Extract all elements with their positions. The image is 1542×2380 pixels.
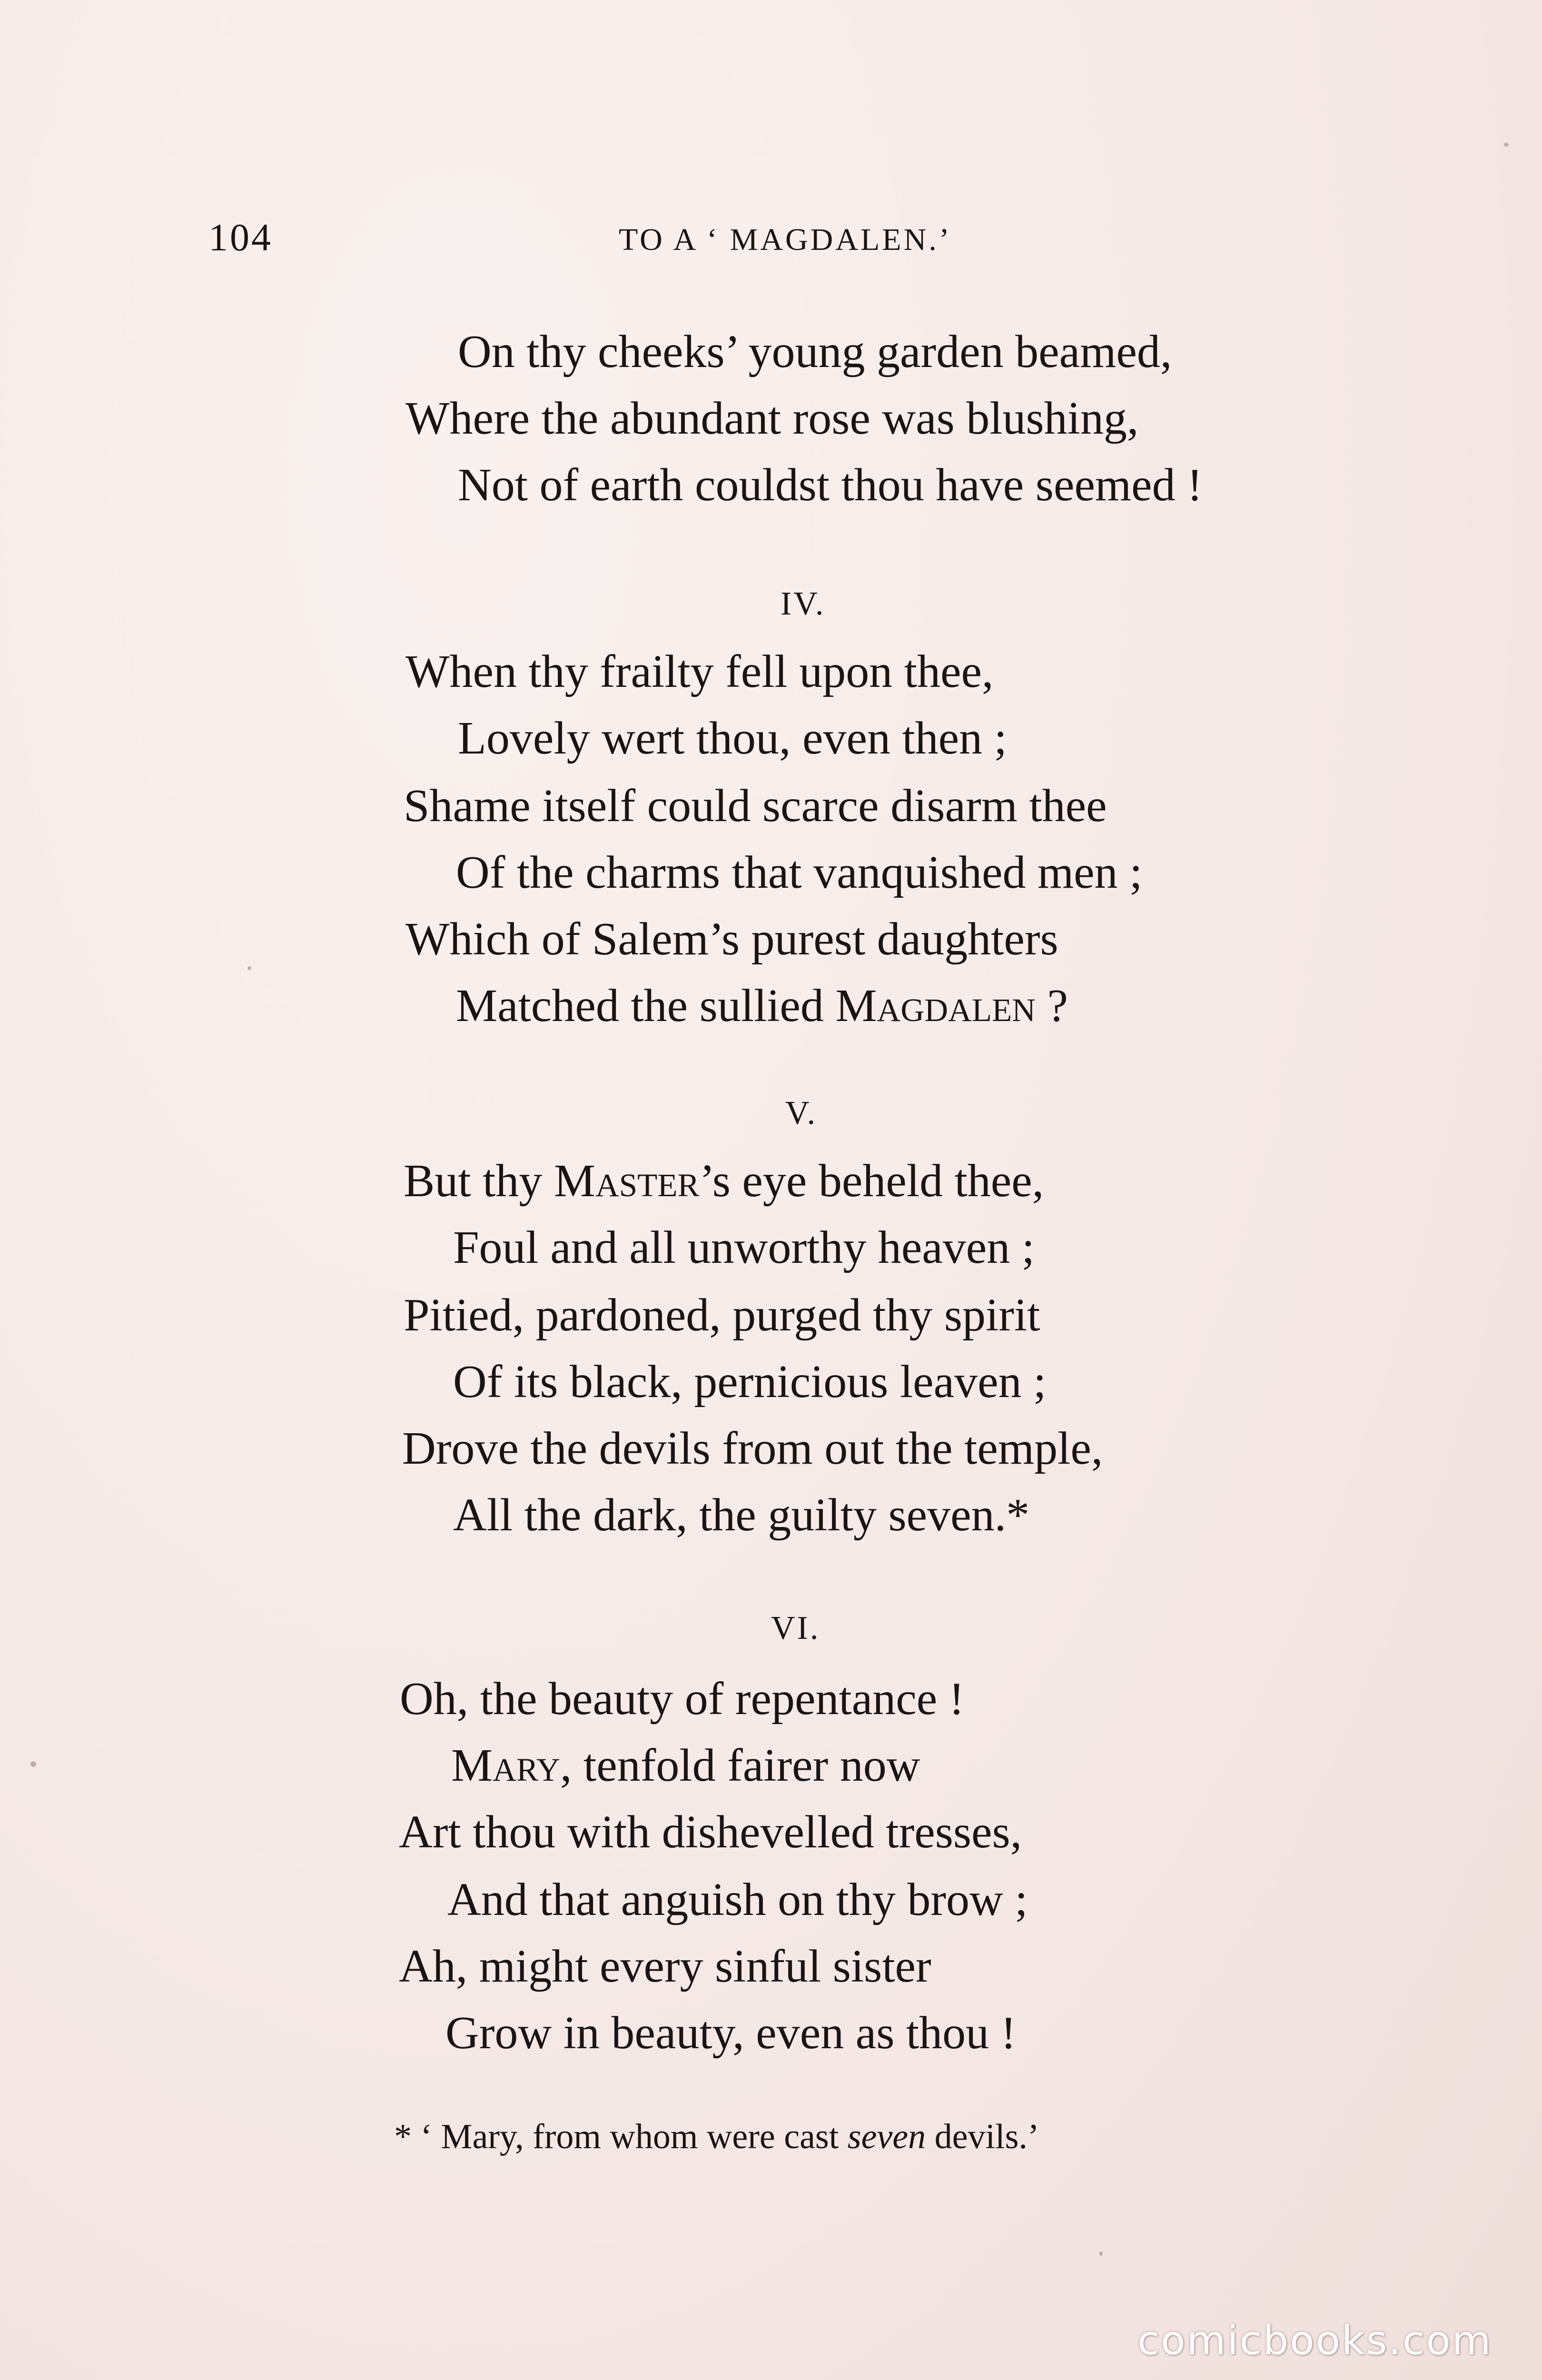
line-text: But thy	[404, 1155, 554, 1207]
name-master: Master	[554, 1155, 700, 1207]
line-text: , tenfold fairer now	[560, 1740, 920, 1791]
running-title: TO A ‘ MAGDALEN.’	[619, 222, 952, 257]
line-text: ?	[1036, 980, 1068, 1031]
line-text: ’s eye beheld thee,	[699, 1155, 1044, 1207]
poem-line: Shame itself could scarce disarm thee	[404, 780, 1107, 832]
page-number: 104	[208, 216, 273, 259]
poem-line: Pitied, pardoned, purged thy spirit	[404, 1289, 1040, 1341]
paper-speck	[247, 966, 251, 970]
poem-line: Oh, the beauty of repentance !	[400, 1673, 965, 1725]
poem-line: Drove the devils from out the temple,	[402, 1423, 1103, 1474]
poem-line	[404, 1155, 1044, 1207]
poem-line: Grow in beauty, even as thou !	[445, 2007, 1017, 2059]
poem-line: When thy frailty fell upon thee,	[405, 646, 994, 697]
footnote-text: devils.’	[926, 2117, 1039, 2156]
poem-line: Art thou with dishevelled tresses,	[399, 1806, 1022, 1858]
paper-speck	[30, 1761, 36, 1767]
poem-line: Foul and all unworthy heaven ;	[453, 1222, 1035, 1273]
stanza-number: V.	[785, 1095, 818, 1131]
poem-line: And that anguish on thy brow ;	[447, 1874, 1028, 1925]
footnote	[394, 2119, 1039, 2154]
poem-line: Not of earth couldst thou have seemed !	[458, 459, 1203, 511]
paper-speck	[1504, 143, 1509, 147]
footnote-text: * ‘ Mary, from whom were cast	[394, 2117, 848, 2156]
poem-line: Which of Salem’s purest daughters	[405, 913, 1058, 965]
name-mary: Mary	[451, 1740, 561, 1791]
poem-line	[451, 1742, 920, 1789]
poem-line: Lovely wert thou, even then ;	[458, 713, 1007, 764]
watermark: comicbooks.com	[1137, 2317, 1493, 2364]
stanza-number: VI.	[771, 1610, 820, 1646]
line-text: Matched the sullied	[456, 980, 836, 1031]
poem-line: Of its black, pernicious leaven ;	[453, 1356, 1047, 1408]
poem-line: Where the abundant rose was blushing,	[405, 393, 1139, 444]
poem-line	[456, 982, 1068, 1029]
poem-line: Ah, might every sinful sister	[399, 1941, 931, 1992]
name-magdalen: Magdalen	[835, 980, 1036, 1031]
paper-speck	[1099, 2251, 1103, 2256]
stanza-number: IV.	[781, 585, 826, 622]
poem-line: Of the charms that vanquished men ;	[456, 847, 1143, 898]
footnote-emphasis: seven	[847, 2117, 926, 2156]
poem-line: All the dark, the guilty seven.*	[453, 1489, 1030, 1541]
poem-line: On thy cheeks’ young garden beamed,	[458, 326, 1172, 377]
